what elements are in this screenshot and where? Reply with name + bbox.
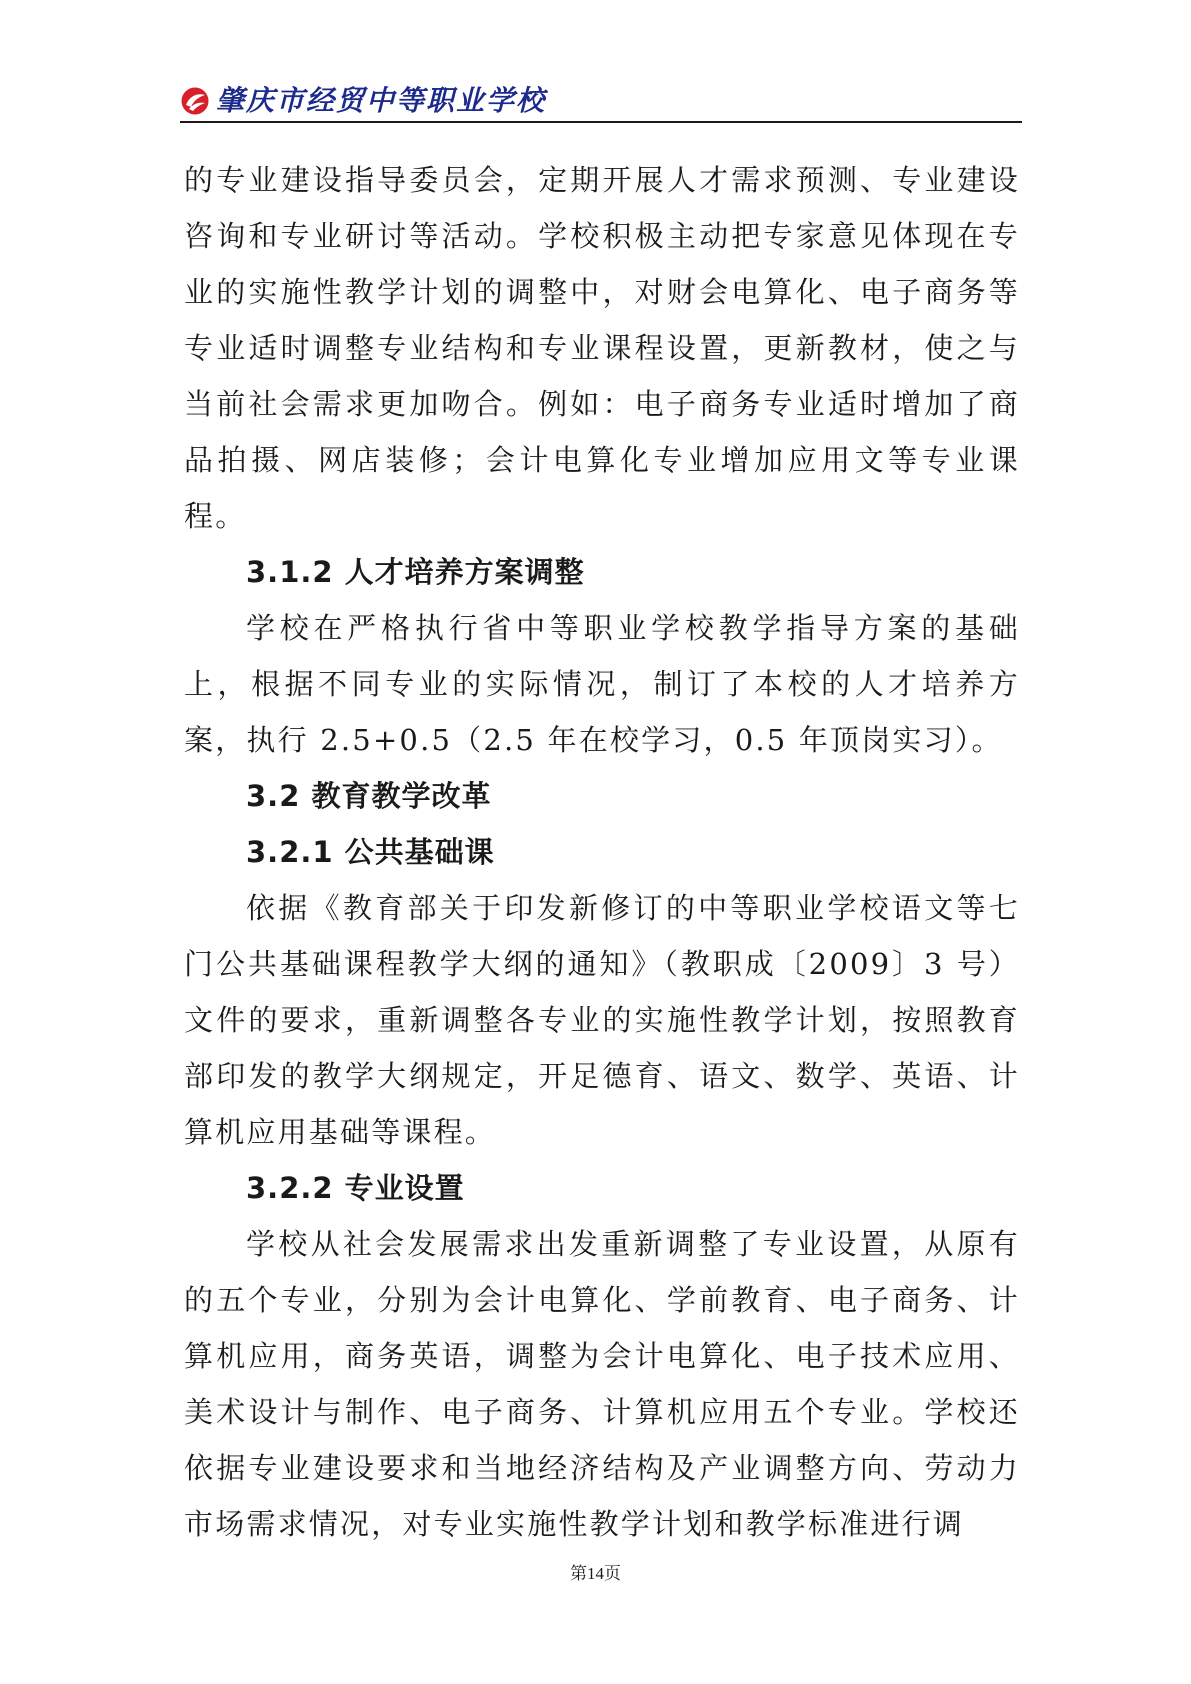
document-body: [184, 152, 1020, 1552]
school-name: 肇庆市经贸中等职业学校: [216, 84, 547, 117]
paragraph-major-setting: 学校从社会发展需求出发重新调整了专业设置，从原有的五个专业，分别为会计电算化、学前教育、电子商务、计算机应用，商务英语，调整为会计电算化、电子技术应用、美术设计与制作、电子商务、计算机应用五个专业。学校还依据专业建设要求和当地经济结构及产业调整方向、劳动力市场需求情况，对专业实施性教学计划和教学标准进行调: [184, 1227, 1020, 1541]
section-heading-3-2-1: 3.2.1 公共基础课: [246, 835, 495, 869]
section-heading-3-1-2: 3.1.2 人才培养方案调整: [246, 555, 585, 589]
section-heading-3-2-2: 3.2.2 专业设置: [246, 1171, 465, 1205]
paragraph-public-basic-courses: 依据《教育部关于印发新修订的中等职业学校语文等七门公共基础课程教学大纲的通知》（教职成〔2009〕3 号）文件的要求，重新调整各专业的实施性教学计划，按照教育部印发的教学大纲规定，开足德育、语文、数学、英语、计算机应用基础等课程。: [184, 891, 1020, 1149]
page-number: 第14页: [570, 1564, 621, 1583]
paragraph-professional-committee: 的专业建设指导委员会，定期开展人才需求预测、专业建设咨询和专业研讨等活动。学校积极主动把专家意见体现在专业的实施性教学计划的调整中，对财会电算化、电子商务等专业适时调整专业结构和专业课程设置，更新教材，使之与当前社会需求更加吻合。例如：电子商务专业适时增加了商品拍摄、网店装修；会计电算化专业增加应用文等专业课程。: [184, 163, 1020, 533]
section-heading-3-2: 3.2 教育教学改革: [246, 779, 492, 813]
page-header: [180, 84, 1020, 118]
paragraph-training-plan: 学校在严格执行省中等职业学校教学指导方案的基础上，根据不同专业的实际情况，制订了本校的人才培养方案，执行 2.5+0.5（2.5 年在校学习，0.5 年顶岗实习）。: [184, 611, 1020, 757]
header-divider: [180, 121, 1022, 123]
school-logo-icon: [180, 86, 210, 116]
